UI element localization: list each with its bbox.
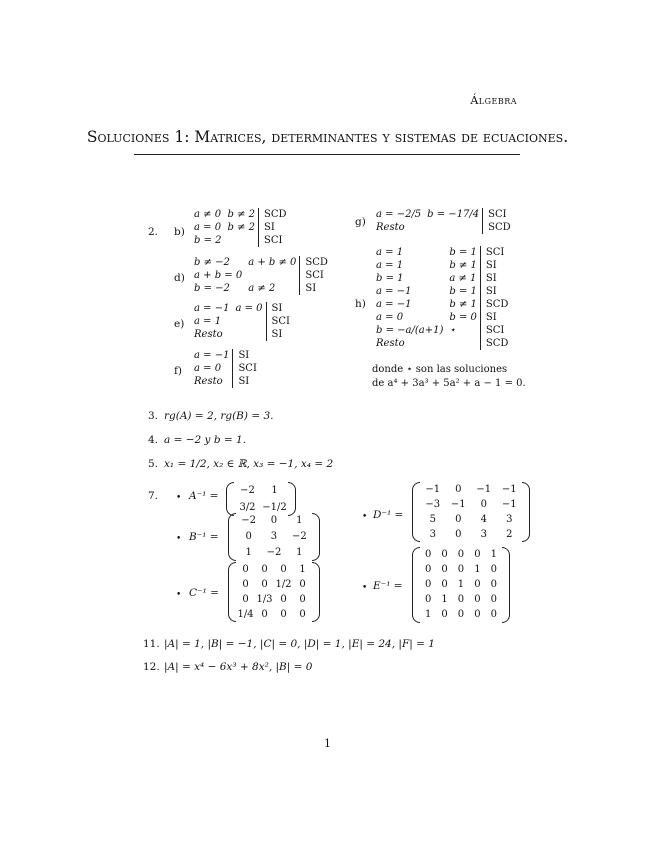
case-cell: a = 0 (376, 312, 404, 323)
matrix-cell: 2 (506, 528, 513, 540)
matrix-cell: 0 (299, 608, 306, 620)
matrix-C-label: C⁻¹ = (189, 587, 219, 599)
right-paren (522, 482, 530, 542)
case-cell: a = 0 (194, 363, 222, 374)
case-cell: a = 0 (235, 303, 263, 314)
bullet-A: • (176, 493, 182, 503)
matrix-cell: 0 (261, 563, 268, 575)
bullet-B: • (176, 534, 182, 544)
case-cell: Resto (376, 338, 405, 349)
matrix-cell: 1 (457, 579, 465, 590)
ex11-number: 11. (143, 638, 160, 650)
case-cell (232, 315, 266, 328)
matrix-cell: 1 (271, 484, 278, 496)
case-cell: b = 1 (376, 273, 404, 284)
matrix-cell: 5 (429, 513, 436, 525)
matrix-cell: 0 (490, 609, 497, 621)
matrix-cell: 0 (280, 563, 287, 575)
ex2-e-cases (191, 302, 293, 341)
ex2-b-cases (191, 208, 290, 247)
case-cell (225, 234, 259, 247)
ex12-text: |A| = x⁴ − 6x³ + 8x², |B| = 0 (164, 661, 313, 673)
ex2-g-cases (373, 208, 514, 234)
matrix-cell: 1 (474, 563, 481, 575)
matrix-cell: 0 (455, 513, 462, 525)
case-cell: SI (266, 302, 293, 315)
matrix-cell: 0 (261, 608, 268, 620)
matrix-cell: 0 (270, 515, 278, 526)
case-cell: SI (480, 311, 511, 324)
ex3-number: 3. (148, 410, 159, 422)
ex7-number: 7. (148, 490, 159, 502)
matrix-cell: 0 (425, 563, 432, 575)
matrix-cell: 3/2 (239, 501, 256, 513)
case-cell: a = 1 (376, 247, 404, 258)
matrix-D (412, 482, 530, 542)
matrix-cell: 0 (425, 594, 432, 606)
matrix-cell: 1 (296, 547, 303, 558)
case-cell: b = 1 (449, 247, 477, 258)
ex2-h-note2: de a⁴ + 3a³ + 5a² + a − 1 = 0. (372, 378, 526, 389)
case-cell: b = 0 (449, 312, 477, 323)
ex3-text: rg(A) = 2, rg(B) = 3. (164, 410, 274, 422)
matrix-cell: 0 (425, 579, 432, 590)
case-cell: SI (266, 328, 293, 341)
matrix-B (228, 513, 320, 561)
matrix-cell: 0 (474, 548, 481, 560)
matrix-cell: −1 (425, 483, 441, 495)
matrix-cell: −1 (501, 498, 517, 510)
matrix-cell: 0 (474, 609, 481, 621)
case-cell: a ≠ 2 (248, 283, 276, 294)
matrix-A-label: A⁻¹ = (189, 490, 219, 502)
bullet-E: • (362, 583, 368, 593)
matrix-cell: 0 (242, 593, 249, 605)
case-cell: SCD (300, 256, 331, 269)
matrix-cell: 3 (270, 531, 278, 542)
right-paren (288, 482, 296, 516)
case-cell: b ≠ 2 (227, 222, 255, 233)
matrix-cell: 1 (425, 609, 432, 621)
matrix-cell: 0 (457, 563, 465, 575)
case-cell: a = 1 (376, 260, 404, 271)
case-cell: SCI (259, 234, 290, 247)
matrix-cell: −1/2 (262, 501, 287, 513)
right-paren (502, 547, 510, 623)
ex2-g-label: g) (355, 216, 366, 228)
matrix-cell: 0 (242, 578, 249, 590)
matrix-cell: 0 (245, 531, 252, 542)
matrix-cell: 1 (245, 547, 252, 558)
matrix-cell: 1/2 (275, 578, 292, 590)
ex2-h-label: h) (355, 298, 366, 310)
case-cell: b = 2 (194, 235, 222, 246)
case-cell: a = −1 (194, 350, 230, 361)
matrix-cell: 1 (296, 515, 303, 526)
case-cell: a = −1 (194, 303, 230, 314)
matrix-D-label: D⁻¹ = (373, 509, 404, 521)
case-cell: b ≠ −2 (194, 257, 230, 268)
case-cell: Resto (194, 329, 223, 340)
left-paren (412, 482, 420, 542)
matrix-cell: 0 (441, 579, 448, 590)
ex12-number: 12. (143, 661, 160, 673)
case-cell (245, 269, 300, 282)
matrix-cell: −2 (240, 484, 255, 496)
page-number: 1 (324, 737, 331, 750)
matrix-cell: −2 (291, 531, 307, 542)
page-title: Soluciones 1: Matrices, determinantes y sistemas de ecuaciones. (86, 128, 569, 146)
ex2-f-cases (191, 349, 260, 388)
ex5-text: x₁ = 1/2, x₂ ∈ ℝ, x₃ = −1, x₄ = 2 (164, 458, 334, 470)
ex2-b-label: b) (174, 226, 185, 238)
ex5-number: 5. (148, 458, 159, 470)
matrix-cell: 0 (474, 594, 481, 606)
case-cell: SCI (480, 324, 511, 337)
matrix-cell: 0 (280, 593, 287, 605)
ex2-d-label: d) (174, 272, 185, 284)
matrix-cell: 0 (299, 578, 306, 590)
ex4-number: 4. (148, 434, 159, 446)
matrix-cell: 0 (490, 579, 497, 590)
case-cell: a = −2/5 (376, 209, 422, 220)
case-cell: SI (233, 375, 260, 388)
matrix-cell: 0 (457, 548, 465, 560)
case-cell: a + b = 0 (194, 270, 243, 281)
case-cell: SCI (233, 362, 260, 375)
bullet-C: • (176, 590, 182, 600)
matrix-cell: 0 (441, 548, 448, 560)
matrix-cell: 0 (425, 548, 432, 560)
matrix-A (226, 482, 296, 516)
matrix-C (228, 562, 320, 622)
matrix-cell: 1/4 (237, 608, 254, 620)
case-cell: SCI (483, 208, 514, 221)
matrix-cell: 0 (457, 594, 465, 606)
matrix-cell: 0 (457, 609, 465, 621)
case-cell: b ≠ 1 (449, 260, 477, 271)
matrix-cell: 0 (455, 528, 462, 540)
matrix-cell: 0 (261, 578, 268, 590)
case-cell (446, 337, 480, 350)
title-rule (134, 154, 520, 155)
matrix-cell: −3 (425, 498, 441, 510)
matrix-cell: 0 (299, 593, 306, 605)
left-paren (228, 513, 236, 561)
case-cell (232, 328, 266, 341)
bullet-D: • (362, 512, 368, 522)
right-paren (312, 513, 320, 561)
matrix-B-label: B⁻¹ = (189, 531, 219, 543)
matrix-cell: 3 (429, 528, 436, 540)
ex4-text: a = −2 y b = 1. (164, 434, 247, 446)
case-cell: SI (480, 272, 511, 285)
matrix-cell: −1 (476, 483, 492, 495)
matrix-E (412, 547, 510, 623)
matrix-cell: 0 (490, 563, 497, 575)
matrix-cell: 0 (441, 609, 448, 621)
matrix-cell: −1 (501, 483, 517, 495)
left-paren (226, 482, 234, 516)
matrix-cell: 0 (441, 563, 448, 575)
ex11-text: |A| = 1, |B| = −1, |C| = 0, |D| = 1, |E| = 24, |F| = 1 (164, 638, 435, 650)
case-cell: SCD (480, 298, 511, 311)
case-cell: SI (300, 282, 331, 295)
case-cell: a + b ≠ 0 (248, 257, 297, 268)
matrix-cell: 0 (455, 483, 462, 495)
matrix-cell: 1/3 (256, 593, 273, 605)
left-paren (228, 562, 236, 622)
matrix-cell: 4 (480, 513, 487, 525)
matrix-cell: 0 (490, 594, 497, 606)
header-course: Álgebra (470, 94, 517, 107)
matrix-cell: 0 (242, 563, 249, 575)
matrix-cell: 1 (490, 548, 497, 560)
matrix-cell: 0 (474, 579, 481, 590)
case-cell: SCI (300, 269, 331, 282)
case-cell: a ≠ 0 (194, 209, 222, 220)
case-cell (424, 221, 482, 234)
case-cell: a = −1 (376, 286, 412, 297)
case-cell: a = 0 (194, 222, 222, 233)
matrix-cell: −2 (241, 515, 257, 526)
ex2-h-note1: donde ⋆ son las soluciones (372, 364, 508, 375)
matrix-cell: 1 (299, 563, 306, 575)
case-cell: SCD (483, 221, 514, 234)
matrix-cell: −1 (450, 498, 466, 510)
case-cell: b = −17/4 (427, 209, 480, 220)
matrix-cell: 1 (441, 594, 448, 606)
case-cell: SI (233, 349, 260, 362)
case-cell: ⋆ (449, 325, 456, 336)
matrix-E-label: E⁻¹ = (373, 580, 403, 592)
case-cell: b = 1 (449, 286, 477, 297)
case-cell: SCI (266, 315, 293, 328)
case-cell: SI (259, 221, 290, 234)
case-cell: b = −a/(a+1) (376, 325, 444, 336)
case-cell: b = −2 (194, 283, 230, 294)
case-cell: a = 1 (194, 316, 222, 327)
matrix-cell: 0 (280, 608, 287, 620)
case-cell: Resto (376, 222, 405, 233)
matrix-cell: −2 (266, 547, 282, 558)
ex2-d-cases (191, 256, 331, 295)
case-cell: SCI (480, 246, 511, 259)
case-cell: Resto (194, 376, 223, 387)
ex2-e-label: e) (174, 318, 185, 330)
ex2-number: 2. (148, 226, 159, 238)
case-cell: b ≠ 1 (449, 299, 477, 310)
ex2-h-cases (373, 246, 511, 350)
case-cell: SI (480, 259, 511, 272)
case-cell: a ≠ 1 (449, 273, 477, 284)
left-paren (412, 547, 420, 623)
case-cell: SCD (259, 208, 290, 221)
matrix-cell: 0 (480, 498, 487, 510)
case-cell: SI (480, 285, 511, 298)
case-cell: SCD (480, 337, 511, 350)
case-cell: a = −1 (376, 299, 412, 310)
matrix-cell: 3 (480, 528, 487, 540)
ex2-f-label: f) (174, 365, 182, 377)
case-cell: b ≠ 2 (227, 209, 255, 220)
right-paren (312, 562, 320, 622)
matrix-cell: 3 (506, 513, 513, 525)
